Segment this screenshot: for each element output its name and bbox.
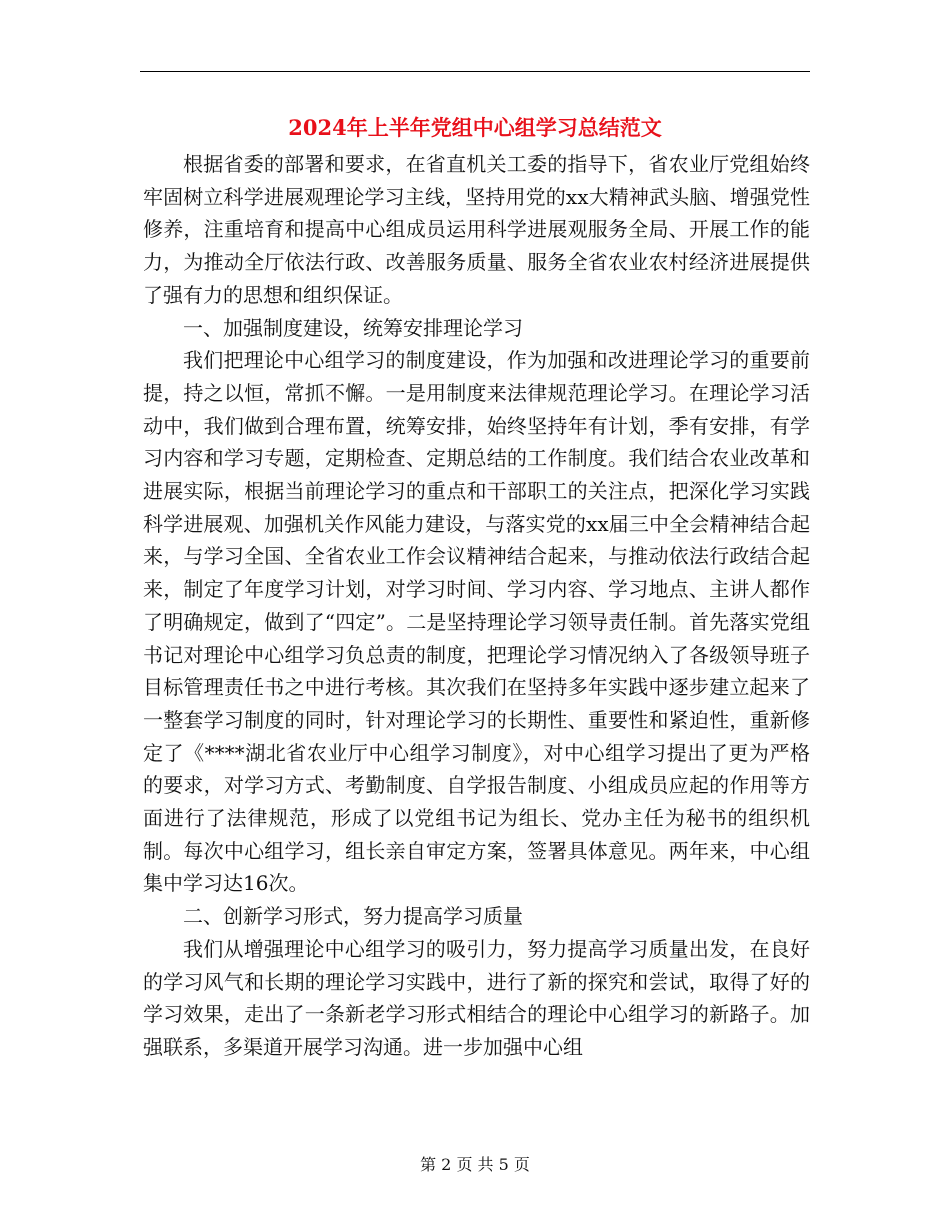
intro-paragraph: 根据省委的部署和要求，在省直机关工委的指导下，省农业厅党组始终牢固树立科学进展观理论学习主线，坚持用党的xx大精神武头脑、增强党性修养，注重培育和提高中心组成员运用科学进展观服务全局、开展工作的能力，为推动全厅依法行政、改善服务质量、服务全省农业农村经济进展提供了强有力的思想和组织保证。 bbox=[143, 152, 810, 307]
section-heading-2: 二、创新学习形式，努力提高学习质量 bbox=[183, 904, 523, 929]
section-1-paragraph: 我们把理论中心组学习的制度建设，作为加强和改进理论学习的重要前提，持之以恒，常抓不懈。一是用制度来法律规范理论学习。在理论学习活动中，我们做到合理布置，统筹安排，始终坚持年有计划，季有安排，有学习内容和学习专题，定期检查、定期总结的工作制度。我们结合农业改革和进展实际，根据当前理论学习的重点和干部职工的关注点，把深化学习实践科学进展观、加强机关作风能力建设，与落实党的xx届三中全会精神结合起来，与学习全国、全省农业工作会议精神结合起来，与推动依法行政结合起来，制定了年度学习计划，对学习时间、学习内容、学习地点、主讲人都作了明确规定，做到了“四定”。二是坚持理论学习领导责任制。首先落实党组书记对理论中心组学习负总责的制度，把理论学习情况纳入了各级领导班子目标管理责任书之中进行考核。其次我们在坚持多年实践中逐步建立起来了一整套学习制度的同时，针对理论学习的长期性、重要性和紧迫性，重新修定了《****湖北省农业厅中心组学习制度》，对中心组学习提出了更为严格的要求，对学习方式、考勤制度、自学报告制度、小组成员应起的作用等方面进行了法律规范，形成了以党组书记为组长、党办主任为秘书的组织机制。每次中心组学习，组长亲自审定方案，签署具体意见。两年来，中心组集中学习达16次。 bbox=[143, 348, 810, 896]
section-2-paragraph: 我们从增强理论中心组学习的吸引力，努力提高学习质量出发，在良好的学习风气和长期的理论学习实践中，进行了新的探究和尝试，取得了好的学习效果，走出了一条新老学习形式相结合的理论中心组学习的新路子。加强联系，多渠道开展学习沟通。进一步加强中心组 bbox=[143, 936, 810, 1059]
page-number-footer: 第 2 页 共 5 页 bbox=[420, 1155, 530, 1174]
document-title: 2024年上半年党组中心组学习总结范文 bbox=[288, 115, 662, 140]
document-body bbox=[143, 148, 810, 1064]
section-heading-1: 一、加强制度建设，统筹安排理论学习 bbox=[183, 315, 523, 340]
header-rule bbox=[140, 71, 810, 72]
